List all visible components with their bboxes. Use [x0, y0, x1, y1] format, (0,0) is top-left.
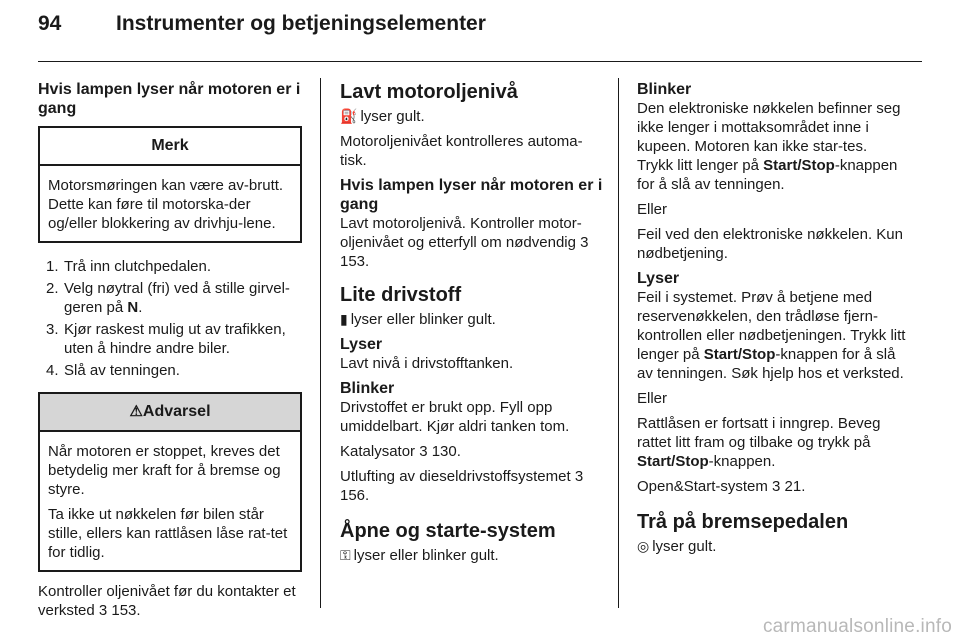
heading-blinker: Blinker	[637, 81, 692, 98]
eller-text: Eller	[637, 201, 668, 218]
heading-lyser: Lyser	[637, 270, 680, 287]
warning-triangle-icon: ⚠	[129, 403, 143, 420]
note-title: Merk	[40, 128, 300, 166]
page-title: Instrumenter og betjeningselementer	[116, 12, 486, 35]
column-1	[38, 80, 302, 620]
fuel-pump-icon: ▮	[340, 311, 348, 327]
warning-box	[38, 392, 302, 572]
oil-text: Motoroljenivået kontrolleres automa-tisk.	[340, 133, 583, 169]
column-3: Blinker Den elektroniske nøkkelen befinner seg ikke lenger i mottaksområdet inne i kupeen. Motoren kan ikke star-tes. Trykk litt lenger på Start/Stop-knappen for å slå av tenningen. Eller Feil ved den elektroniske nøkkelen. Kun nødbetjening. Lyser Feil i systemet. Prøv å betjene med reservenøkkelen, den trådløse fjern-kontrollen eller nødbetjeningen. Trykk litt lenger på Start/Stop-knappen for å slå av tenningen. Søk hjelp hos et verksted. Eller Rattlåsen er fortsatt i inngrep. Beveg rattet litt fram og tilbake og trykk på Start/Stop-knappen. Open&Start-system 3 21. Trå på bremsepedalen ◎ lyser gult.	[637, 81, 906, 555]
steps-list	[38, 257, 302, 380]
column-divider-2	[618, 78, 619, 608]
eller-text: Eller	[637, 390, 668, 407]
lyser-text: Lavt nivå i drivstofftanken.	[340, 355, 514, 372]
rattlas-text: Rattlåsen er fortsatt i inngrep. Beveg rattet litt fram og tilbake og trykk på Start/Stop-knappen.	[637, 415, 881, 470]
note-text: Motorsmøringen kan være av-brutt. Dette kan føre til motorska-der og/eller blokkering av drivhju-lene.	[48, 177, 284, 232]
page-number: 94	[38, 12, 62, 35]
warning-title: ⚠Advarsel	[40, 394, 300, 432]
heading-oil-sub: Hvis lampen lyser når motoren er i gang	[340, 177, 603, 213]
heading-open-start: Åpne og starte-system	[340, 520, 556, 542]
brake-pedal-icon: ◎	[637, 538, 650, 554]
heading-oil: Lavt motoroljenivå	[340, 81, 518, 103]
footer-text: Kontroller oljenivået før du kontakter et verksted 3 153.	[38, 583, 296, 619]
heading-fuel: Lite drivstoff	[340, 284, 462, 306]
key-signal-icon: ⚿	[340, 547, 351, 563]
lyser-text: Feil i systemet. Prøv å betjene med reservenøkkelen, den trådløse fjern-kontrollen eller nødbetjeningen. Trykk litt lenger på Start/Stop-knappen for å slå av tenningen. Søk hjelp hos et verksted.	[637, 289, 906, 382]
header-rule	[38, 61, 922, 62]
note-box	[38, 126, 302, 243]
list-item: 3. Kjør raskest mulig ut av trafikken, uten å hindre andre biler.	[46, 321, 286, 357]
feil-text: Feil ved den elektroniske nøkkelen. Kun nødbetjening.	[637, 226, 903, 262]
katalysator-ref: Katalysator 3 130.	[340, 443, 461, 460]
open-start-ref: Open&Start-system 3 21.	[637, 478, 806, 495]
watermark: carmanualsonline.info	[762, 616, 952, 637]
blinker-text: Den elektroniske nøkkelen befinner seg ikke lenger i mottaksområdet inne i kupeen. Motoren kan ikke star-tes. Trykk litt lenger på Start/Stop-knappen for å slå av tenningen.	[637, 100, 901, 193]
warning-text-1: Når motoren er stoppet, kreves det betydelig mer kraft for å bremse og styre.	[48, 443, 281, 498]
list-item: 4. Slå av tenningen.	[46, 362, 180, 379]
page-header	[38, 12, 486, 36]
heading-lyser: Lyser	[340, 336, 383, 353]
utlufting-ref: Utlufting av dieseldrivstoffsystemet 3 156.	[340, 468, 584, 504]
oil-can-icon: ⛽	[340, 108, 358, 124]
list-item: 1. Trå inn clutchpedalen.	[46, 258, 212, 275]
warning-text-2: Ta ikke ut nøkkelen før bilen står stille, ellers kan rattlåsen låse rat-tet for tidlig.	[48, 506, 288, 561]
oil-sub-text: Lavt motoroljenivå. Kontroller motor-oljenivået og etterfyll om nødvendig 3 153.	[340, 215, 589, 270]
column-2: Lavt motoroljenivå ⛽ lyser gult. Motoroljenivået kontrolleres automa-tisk. Hvis lampen lyser når motoren er i gang Lavt motoroljenivå. Kontroller motor-oljenivået og etterfyll om nødvendig 3 153. Lite drivstoff ▮ lyser eller blinker gult. Lyser Lavt nivå i drivstofftanken. Blinker Drivstoffet er brukt opp. Fyll opp umiddelbart. Kjør aldri tanken tom. Katalysator 3 130. Utlufting av dieseldrivstoffsystemet 3 156. Åpne og starte-system ⚿ lyser eller blinker gult.	[340, 81, 603, 564]
column-divider-1	[320, 78, 321, 608]
heading-blinker: Blinker	[340, 380, 395, 397]
blinker-text: Drivstoffet er brukt opp. Fyll opp umiddelbart. Kjør aldri tanken tom.	[340, 399, 570, 435]
heading-brake: Trå på bremsepedalen	[637, 511, 849, 533]
section-heading: Hvis lampen lyser når motoren er i gang	[38, 81, 301, 117]
list-item: 2. Velg nøytral (fri) ved å stille girvel-geren på N.	[46, 280, 290, 316]
